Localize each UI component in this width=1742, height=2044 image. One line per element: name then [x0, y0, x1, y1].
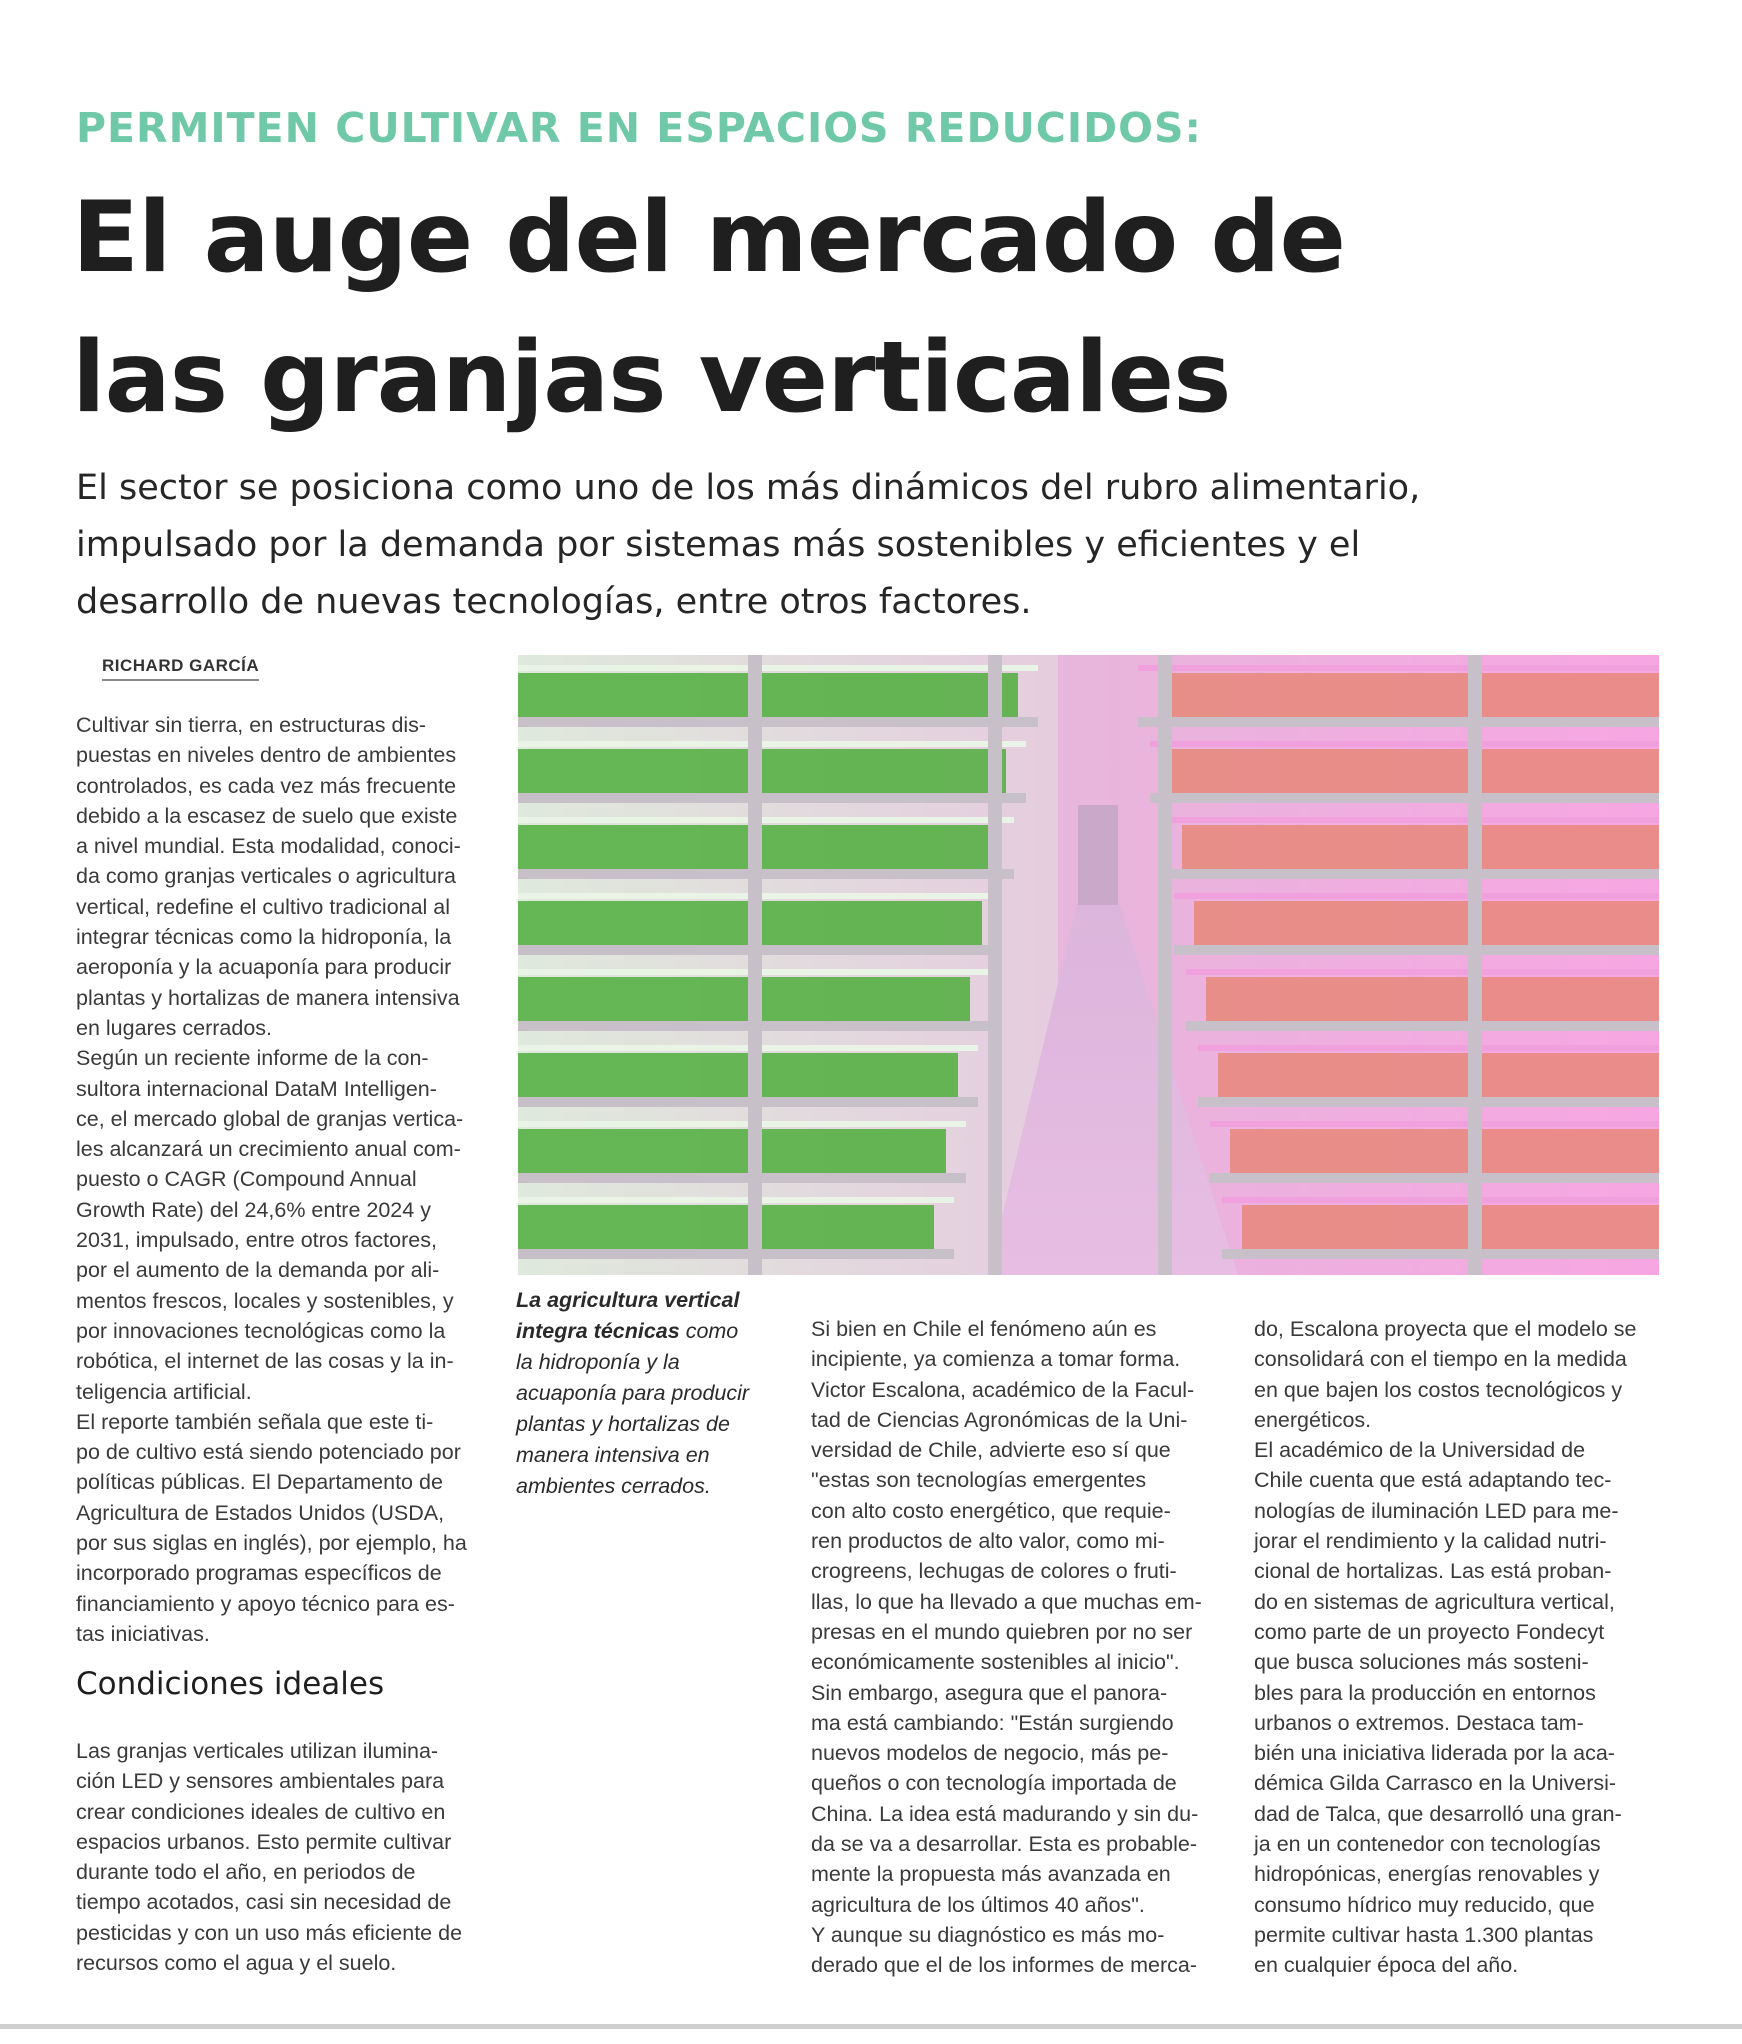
text-line: Agricultura de Estados Unidos (USDA, — [76, 1500, 445, 1525]
text-line: llas, lo que ha llevado a que muchas em- — [811, 1589, 1202, 1614]
text-line: consumo hídrico muy reducido, que — [1254, 1892, 1595, 1917]
caption-line: la hidroponía y la — [516, 1350, 680, 1374]
text-line: pesticidas y con un uso más eficiente de — [76, 1920, 463, 1945]
text-line: que busca soluciones más sosteni- — [1254, 1650, 1589, 1675]
text-line: agricultura de los últimos 40 años". — [811, 1892, 1145, 1917]
deck-line: impulsado por la demanda por sistemas más sostenibles y eficientes y el — [76, 525, 1361, 565]
text-line: "estas son tecnologías emergentes — [811, 1468, 1147, 1493]
headline-line: El auge del mercado de — [72, 181, 1345, 295]
text-line: recursos como el agua y el suelo. — [76, 1951, 397, 1976]
text-line: incipiente, ya comienza a tomar forma. — [811, 1347, 1181, 1372]
caption-bold: integra técnicas — [516, 1319, 680, 1343]
text-line: po de cultivo está siendo potenciado por — [76, 1440, 461, 1465]
text-line: tas iniciativas. — [76, 1621, 210, 1646]
text-line: ma está cambiando: "Están surgiendo — [811, 1710, 1174, 1735]
text-line: derado que el de los informes de merca- — [811, 1953, 1198, 1978]
text-line: bles para la producción en entornos — [1254, 1680, 1596, 1705]
body-column-1b — [76, 1736, 480, 1978]
text-line: Las granjas verticales utilizan ilumina- — [76, 1739, 439, 1763]
caption-bold: La agricultura vertical — [516, 1288, 740, 1312]
text-line: nuevos modelos de negocio, más pe- — [811, 1741, 1169, 1766]
text-line: China. La idea está madurando y sin du- — [811, 1801, 1199, 1826]
body-column-2 — [811, 1314, 1219, 1981]
text-line: El reporte también señala que este ti- — [76, 1409, 434, 1434]
text-line: permite cultivar hasta 1.300 plantas — [1254, 1922, 1594, 1947]
text-line: queños o con tecnología importada de — [811, 1771, 1177, 1796]
caption-line: plantas y hortalizas de — [516, 1412, 730, 1436]
text-line: Si bien en Chile el fenómeno aún es — [811, 1317, 1157, 1341]
text-line: mente la propuesta más avanzada en — [811, 1862, 1171, 1887]
vertical-farm-photo — [518, 655, 1659, 1275]
text-line: como parte de un proyecto Fondecyt — [1254, 1619, 1605, 1644]
text-line: sultora internacional DataM Intelligen- — [76, 1076, 437, 1101]
text-line: a nivel mundial. Esta modalidad, conoci- — [76, 834, 461, 859]
text-line: crear condiciones ideales de cultivo en — [76, 1799, 446, 1824]
text-line: controlados, es cada vez más frecuente — [76, 773, 457, 798]
bottom-rule — [0, 2024, 1742, 2029]
text-line: ren productos de alto valor, como mi- — [811, 1529, 1165, 1554]
body-column-1 — [76, 710, 480, 1649]
text-line: económicamente sostenibles al inicio". — [811, 1650, 1180, 1675]
text-line: da se va a desarrollar. Esta es probable- — [811, 1832, 1198, 1857]
text-line: do en sistemas de agricultura vertical, — [1254, 1589, 1615, 1614]
subhead: Condiciones ideales — [76, 1666, 385, 1702]
text-line: con alto costo energético, que requie- — [811, 1498, 1171, 1523]
text-line: nologías de iluminación LED para me- — [1254, 1498, 1619, 1523]
text-line: en lugares cerrados. — [76, 1015, 272, 1040]
text-line: crogreens, lechugas de colores o fruti- — [811, 1559, 1177, 1584]
text-line: ce, el mercado global de granjas vertica- — [76, 1106, 464, 1131]
text-line: vertical, redefine el cultivo tradicional al — [76, 894, 451, 919]
text-line: cional de hortalizas. Las está proban- — [1254, 1559, 1612, 1584]
text-line: en que bajen los costos tecnológicos y — [1254, 1377, 1623, 1402]
text-line: hidropónicas, energías renovables y — [1254, 1862, 1600, 1887]
text-line: Cultivar sin tierra, en estructuras dis- — [76, 713, 427, 737]
text-line: El académico de la Universidad de — [1254, 1438, 1586, 1463]
body-column-3 — [1254, 1314, 1662, 1981]
caption-line: acuaponía para producir — [516, 1381, 750, 1405]
text-line: integrar técnicas como la hidroponía, la — [76, 925, 452, 950]
text-line: Según un reciente informe de la con- — [76, 1046, 429, 1071]
text-line: Victor Escalona, académico de la Facul- — [811, 1377, 1195, 1402]
text-line: da como granjas verticales o agricultura — [76, 864, 457, 889]
deck-line: El sector se posiciona como uno de los más dinámicos del rubro alimentario, — [76, 468, 1421, 508]
text-line: teligencia artificial. — [76, 1379, 252, 1404]
headline-line: las granjas verticales — [72, 321, 1231, 435]
text-line: ción LED y sensores ambientales para — [76, 1769, 445, 1794]
headline — [72, 168, 1672, 448]
text-line: dad de Talca, que desarrolló una gran- — [1254, 1801, 1622, 1826]
kicker: PERMITEN CULTIVAR EN ESPACIOS REDUCIDOS: — [76, 104, 1202, 152]
deck-line: desarrollo de nuevas tecnologías, entre otros factores. — [76, 582, 1032, 622]
text-line: puestas en niveles dentro de ambientes — [76, 743, 457, 768]
text-line: financiamiento y apoyo técnico para es- — [76, 1591, 455, 1616]
text-line: tiempo acotados, casi sin necesidad de — [76, 1890, 452, 1915]
text-line: puesto o CAGR (Compound Annual — [76, 1167, 417, 1192]
text-line: Y aunque su diagnóstico es más mo- — [811, 1922, 1165, 1947]
text-line: robótica, el internet de las cosas y la in- — [76, 1349, 454, 1374]
photo-caption — [516, 1285, 796, 1502]
text-line: políticas públicas. El Departamento de — [76, 1470, 443, 1495]
text-line: mentos frescos, locales y sostenibles, y — [76, 1288, 454, 1313]
text-line: por sus siglas en inglés), por ejemplo, ha — [76, 1531, 467, 1556]
deck — [76, 460, 1676, 631]
text-line: presas en el mundo quiebren por no ser — [811, 1619, 1193, 1644]
text-line: por el aumento de la demanda por ali- — [76, 1258, 440, 1283]
text-line: aeroponía y la acuaponía para producir — [76, 955, 452, 980]
caption-line: manera intensiva en — [516, 1443, 710, 1467]
text-line: bién una iniciativa liderada por la aca- — [1254, 1741, 1615, 1766]
text-line: ja en un contenedor con tecnologías — [1254, 1832, 1601, 1857]
caption-line: ambientes cerrados. — [516, 1474, 711, 1498]
text-line: Sin embargo, asegura que el panora- — [811, 1680, 1168, 1705]
text-line: urbanos o extremos. Destaca tam- — [1254, 1710, 1584, 1735]
text-line: les alcanzará un crecimiento anual com- — [76, 1137, 461, 1162]
text-line: démica Gilda Carrasco en la Universi- — [1254, 1771, 1617, 1796]
text-line: energéticos. — [1254, 1407, 1372, 1432]
text-line: incorporado programas específicos de — [76, 1561, 442, 1586]
text-line: por innovaciones tecnológicas como la — [76, 1318, 446, 1343]
text-line: 2031, impulsado, entre otros factores, — [76, 1228, 437, 1253]
text-line: Growth Rate) del 24,6% entre 2024 y — [76, 1197, 431, 1222]
text-line: debido a la escasez de suelo que existe — [76, 803, 458, 828]
text-line: do, Escalona proyecta que el modelo se — [1254, 1317, 1637, 1341]
text-line: plantas y hortalizas de manera intensiva — [76, 985, 460, 1010]
text-line: Chile cuenta que está adaptando tec- — [1254, 1468, 1612, 1493]
byline: RICHARD GARCÍA — [102, 656, 259, 681]
text-line: consolidará con el tiempo en la medida — [1254, 1347, 1627, 1372]
text-line: espacios urbanos. Esto permite cultivar — [76, 1829, 452, 1854]
caption-text: como — [679, 1319, 739, 1343]
text-line: jorar el rendimiento y la calidad nutri- — [1254, 1529, 1607, 1554]
text-line: versidad de Chile, advierte eso sí que — [811, 1438, 1171, 1463]
text-line: tad de Ciencias Agronómicas de la Uni- — [811, 1407, 1188, 1432]
text-line: durante todo el año, en periodos de — [76, 1860, 416, 1885]
text-line: en cualquier época del año. — [1254, 1953, 1519, 1978]
